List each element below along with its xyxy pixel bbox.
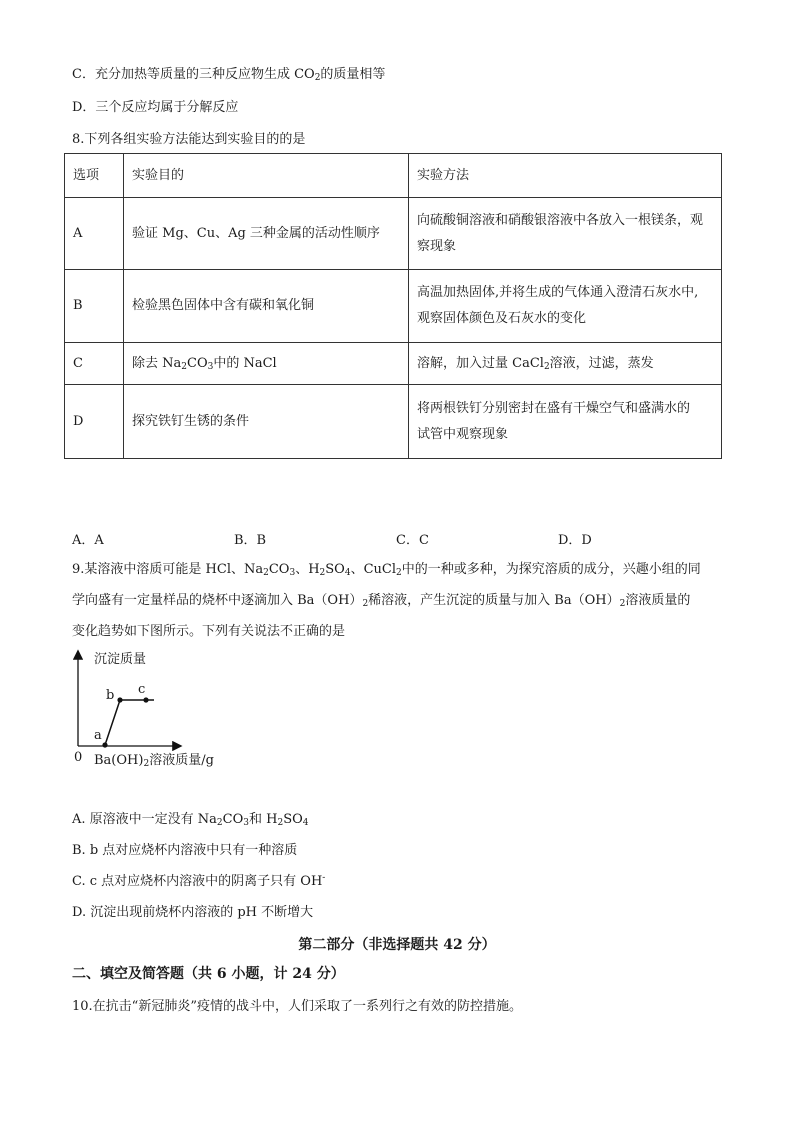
precipitate-curve (105, 700, 154, 745)
section-heading: 二、填空及简答题（共 6 小题，计 24 分） (72, 966, 345, 982)
q8-choice-a[interactable]: A．A (72, 533, 104, 548)
q8-stem: 8.下列各组实验方法能达到实验目的的是 (72, 132, 306, 147)
row-purpose: 检验黑色固体中含有碳和氧化铜 (124, 270, 409, 343)
q9-stem-line-3: 变化趋势如下图所示。下列有关说法不正确的是 (72, 624, 346, 639)
row-option: B (65, 270, 124, 343)
header-option: 选项 (65, 154, 124, 198)
row-purpose: 验证 Mg、Cu、Ag 三种金属的活动性顺序 (124, 198, 409, 270)
q9-option-d[interactable]: D. 沉淀出现前烧杯内溶液的 pH 不断增大 (72, 905, 314, 920)
q7-option-c: C．充分加热等质量的三种反应物生成 $CO_2$的质量相等 (72, 67, 386, 83)
part-two-title: 第二部分（非选择题共 42 分） (298, 937, 496, 953)
point-c-dot (143, 697, 148, 702)
q8-choices (72, 529, 732, 547)
row-purpose: 除去 $Na_2CO_3$中的 NaCl (124, 343, 409, 385)
point-b-dot (117, 697, 122, 702)
table-header-row (65, 154, 722, 198)
row-method: 溶解，加入过量 CaCl$_2$溶液，过滤，蒸发 (409, 343, 722, 385)
q9-option-b[interactable]: B. b 点对应烧杯内溶液中只有一种溶质 (72, 843, 298, 858)
q8-choice-b[interactable]: B．B (234, 533, 267, 548)
table-row (65, 198, 722, 270)
row-option: A (65, 198, 124, 270)
header-method: 实验方法 (409, 154, 722, 198)
q9-stem-line-2: 学向盛有一定量样品的烧杯中逐滴加入 $Ba(OH)_2$稀溶液，产生沉淀的质量与加入 $Ba(OH)_2$溶液质量的 (72, 593, 691, 609)
q8-choice-c[interactable]: C．C (396, 533, 429, 548)
y-axis-label: 沉淀质量 (94, 652, 147, 667)
row-method: 高温加热固体,并将生成的气体通入澄清石灰水中, 观察固体颜色及石灰水的变化 (409, 270, 722, 343)
point-a-label: a (94, 728, 102, 743)
origin-label: 0 (74, 750, 83, 765)
row-option: C (65, 343, 124, 385)
q9-option-c[interactable]: C. c 点对应烧杯内溶液中的阴离子只有 OH- (72, 873, 326, 889)
q10-stem: 10.在抗击“新冠肺炎”疫情的战斗中，人们采取了一系列行之有效的防控措施。 (72, 999, 522, 1014)
table-row (65, 343, 722, 385)
row-purpose: 探究铁钉生锈的条件 (124, 385, 409, 459)
table-row (65, 270, 722, 343)
q9-stem-line-1: 9.某溶液中溶质可能是 HCl、$Na_2CO_3$、$H_2SO_4$、CuCl$_2$中的一种或多种，为探究溶质的成分，兴趣小组的同 (72, 562, 701, 578)
point-a-dot (102, 742, 107, 747)
x-axis-label: $Ba(OH)_2$溶液质量/g (94, 753, 214, 769)
row-option: D (65, 385, 124, 459)
q8-choice-d[interactable]: D．D (558, 533, 592, 548)
q9-option-a[interactable]: A. 原溶液中一定没有 $Na_2CO_3$和 $H_2SO_4$ (72, 812, 309, 828)
row-method: 将两根铁钉分别密封在盛有干燥空气和盛满水的 试管中观察现象 (409, 385, 722, 459)
row-method: 向硫酸铜溶液和硝酸银溶液中各放入一根镁条，观 察现象 (409, 198, 722, 270)
point-c-label: c (138, 682, 146, 697)
header-purpose: 实验目的 (124, 154, 409, 198)
experiment-table (64, 153, 722, 459)
q7-option-d: D．三个反应均属于分解反应 (72, 100, 239, 115)
table-row (65, 385, 722, 459)
point-b-label: b (106, 688, 115, 703)
